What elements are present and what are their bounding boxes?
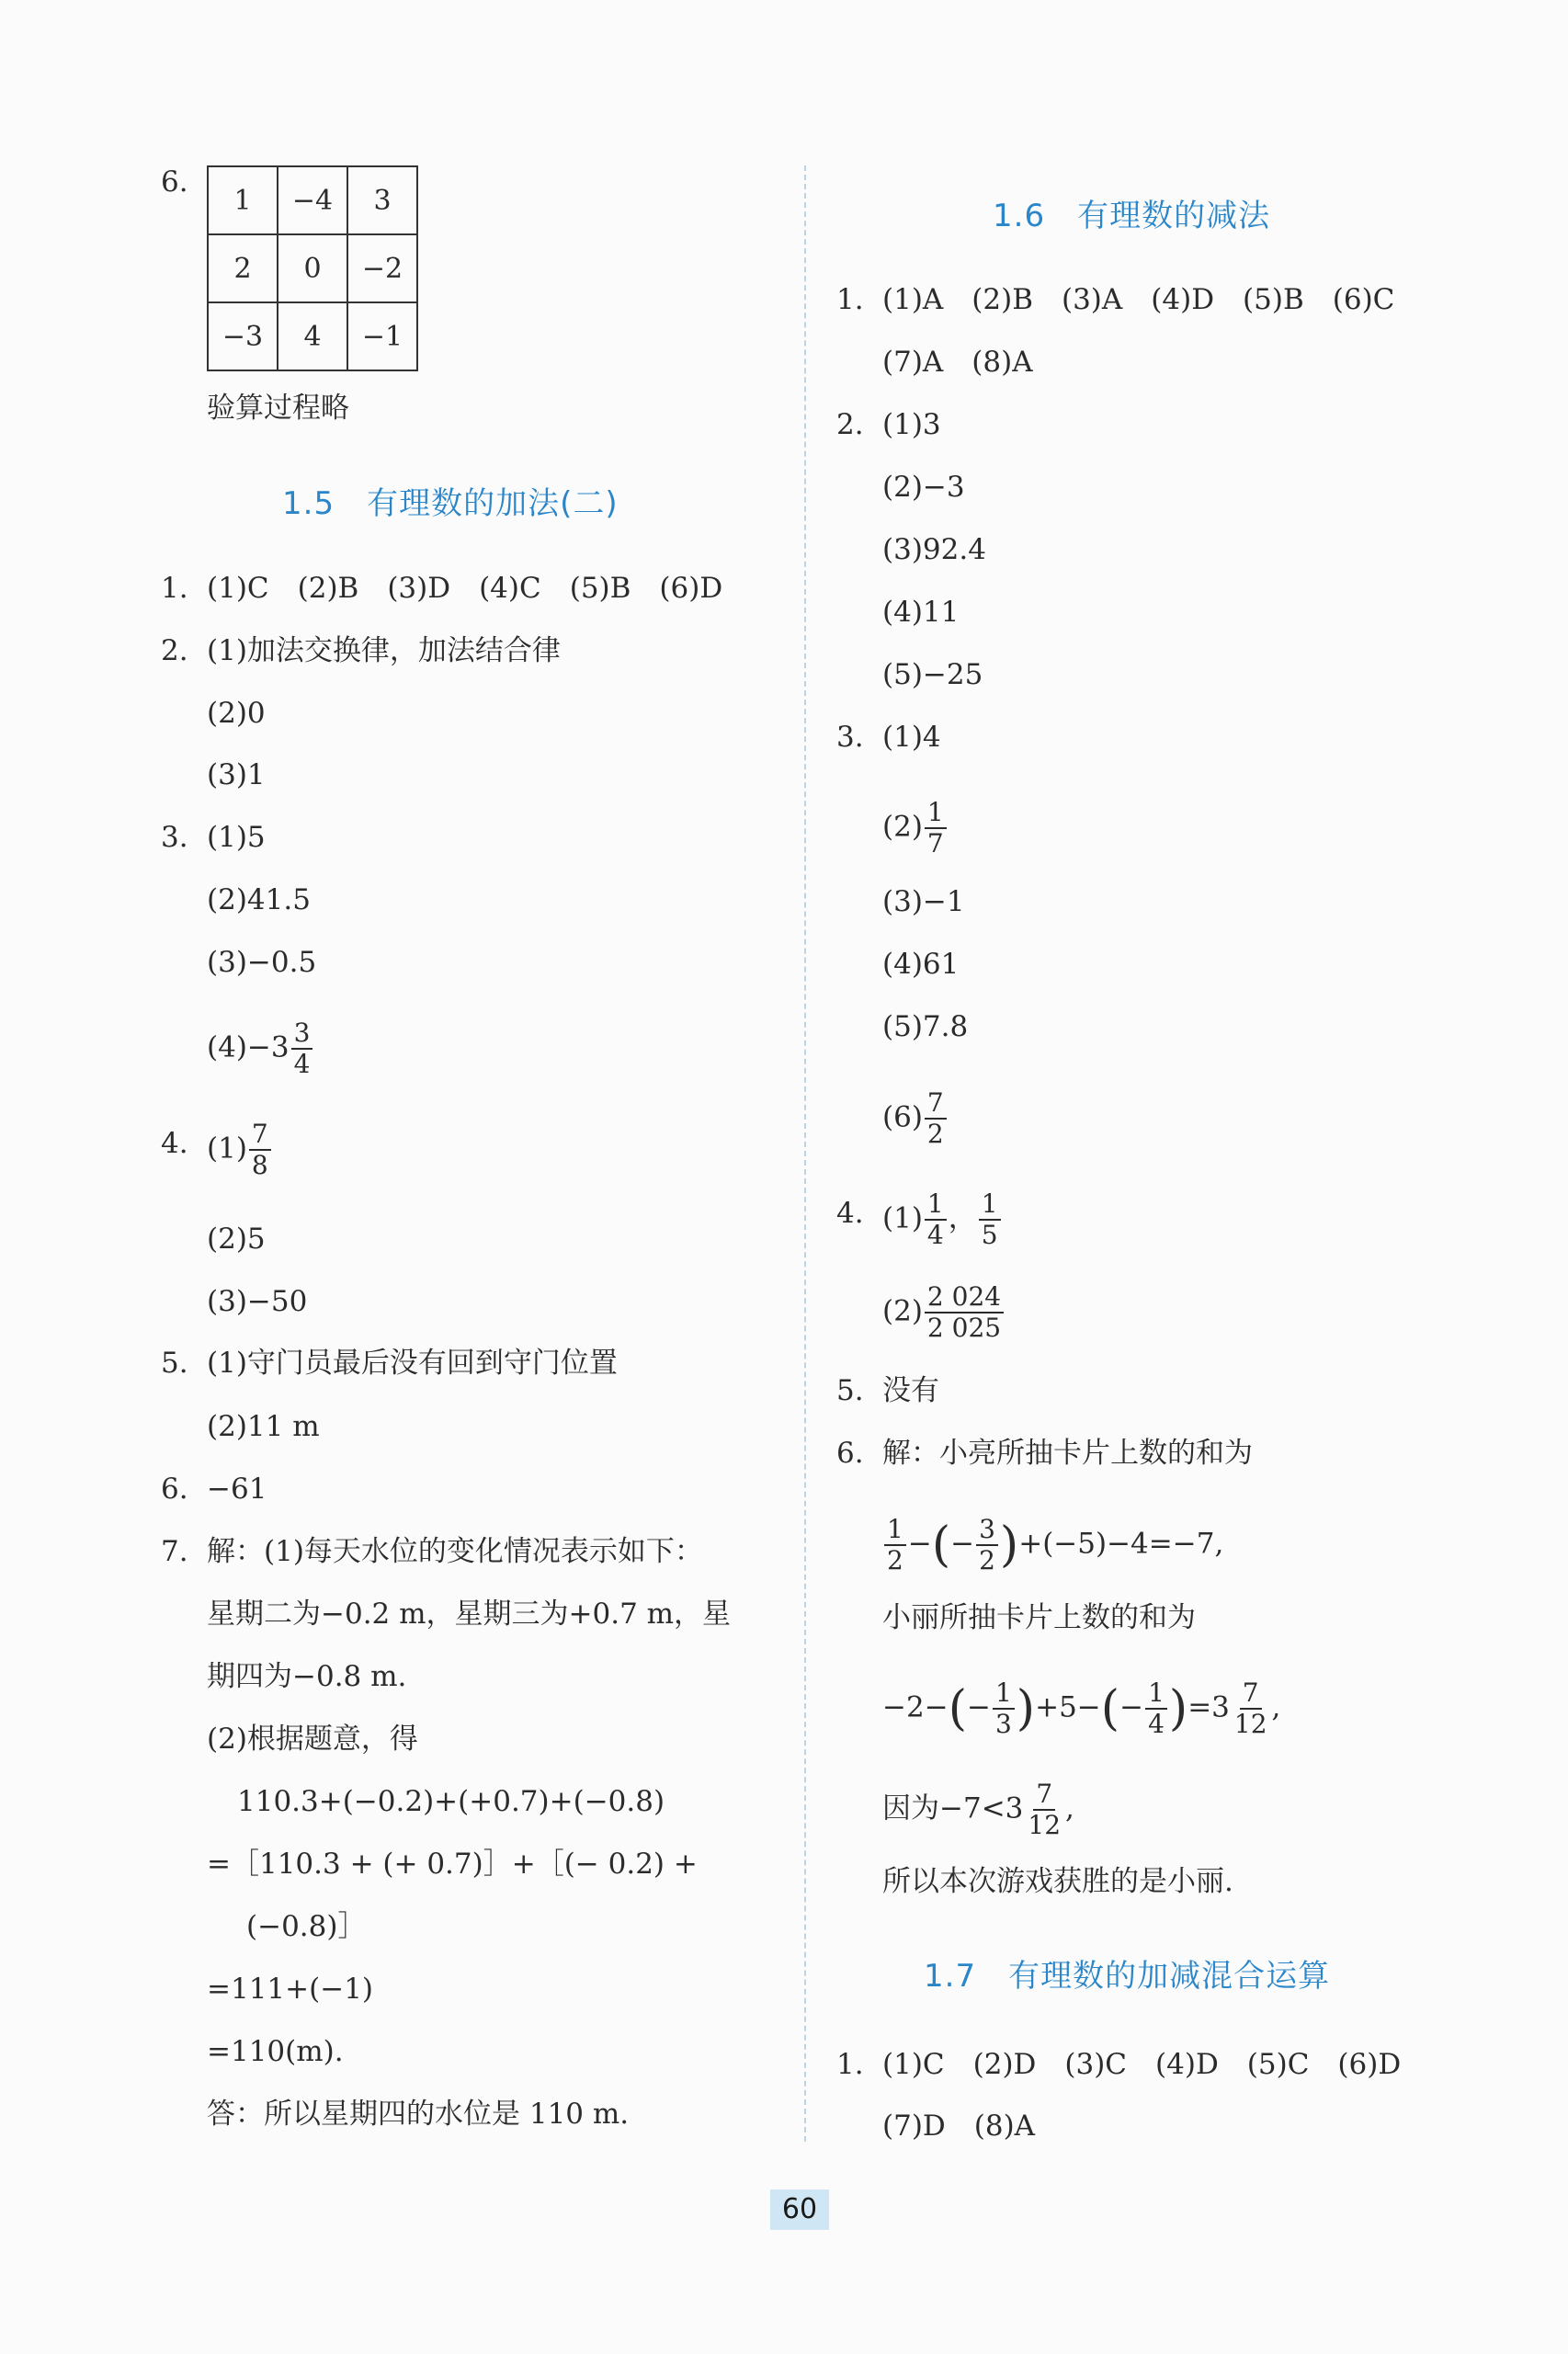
r-q1b-line-2: (7)D (8)A [882, 2110, 1036, 2143]
r-q2-line-5: (5)−25 [882, 658, 983, 691]
r-q6-number: 6. [836, 1437, 864, 1470]
q2-number: 2. [161, 634, 188, 667]
q3-answer-4-prefix: (4)−3 [207, 1030, 290, 1064]
r-q3-line-1: (1)4 [882, 721, 941, 754]
r-q1b-line-1: (1)C (2)D (3)C (4)D (5)C (6)D [882, 2048, 1402, 2081]
fraction [249, 1120, 271, 1180]
q7-line-6: =［110.3 + (+ 0.7)］+［(− 0.2) + [207, 1848, 698, 1881]
r-q3-number: 3. [836, 721, 864, 754]
q3-answer-2: (2)41.5 [207, 883, 311, 916]
paren: ) [999, 1518, 1019, 1573]
r-q3-line-6 [882, 1088, 949, 1149]
q2-answer-1: (1)加法交换律，加法结合律 [207, 634, 561, 667]
magic-cell: −3 [208, 302, 278, 370]
fraction [993, 1678, 1015, 1739]
q7-line-3: 期四为−0.8 m. [207, 1660, 407, 1693]
verify-note: 验算过程略 [207, 392, 349, 425]
q3-number: 3. [161, 821, 188, 854]
numerator: 7 [249, 1120, 271, 1151]
magic-cell: 0 [278, 234, 347, 302]
operator: +5− [1035, 1690, 1101, 1724]
magic-cell: 4 [278, 302, 347, 370]
r-q3-line-5: (5)7.8 [882, 1010, 969, 1043]
fraction [925, 798, 947, 859]
operator: − [907, 1527, 932, 1561]
magic-cell: −2 [347, 234, 417, 302]
q2-answer-2: (2)0 [207, 697, 266, 730]
r-q2-line-1: (1)3 [882, 408, 941, 441]
r-q3-line-4: (4)61 [882, 948, 960, 981]
r-q2-line-3: (3)92.4 [882, 533, 986, 566]
paren: ( [948, 1681, 967, 1736]
denominator: 12 [1028, 1810, 1062, 1840]
column-divider [804, 165, 806, 2142]
magic-square-table [207, 165, 418, 371]
denominator: 4 [1148, 1709, 1165, 1739]
q5-number: 5. [161, 1347, 188, 1380]
denominator: 2 [887, 1545, 903, 1575]
r-q6-expression-3 [882, 1780, 1074, 1840]
prefix: (2) [882, 810, 923, 844]
q7-line-9: =110(m). [207, 2035, 344, 2068]
magic-cell: 1 [208, 166, 278, 234]
q2-answer-3: (3)1 [207, 758, 266, 791]
expression-start: −2− [882, 1690, 949, 1724]
fraction [1145, 1678, 1167, 1739]
q4-answer-1 [207, 1120, 273, 1180]
section-heading-1-7: 1.7 有理数的加减混合运算 [924, 1958, 1331, 1995]
denominator: 2 025 [926, 1313, 1002, 1343]
question-6-number: 6. [161, 165, 188, 199]
q3-answer-3: (3)−0.5 [207, 946, 317, 979]
numerator: 1 [925, 1189, 947, 1221]
r-q4-line-2 [882, 1282, 1006, 1343]
q4-answer-1-prefix: (1) [207, 1132, 247, 1166]
r-q6-line-3: 小丽所抽卡片上数的和为 [882, 1601, 1196, 1634]
fraction [925, 1282, 1004, 1343]
r-q2-number: 2. [836, 408, 864, 441]
r-q6-expression-2 [882, 1678, 1280, 1739]
numerator: 7 [1033, 1780, 1055, 1811]
expression-start: 因为−7<3 [882, 1791, 1024, 1825]
fraction [291, 1018, 313, 1079]
q6b-answer: −61 [207, 1473, 267, 1506]
numerator: 1 [993, 1678, 1015, 1710]
paren: ( [1100, 1681, 1120, 1736]
q4-answer-3: (3)−50 [207, 1285, 308, 1318]
r-q1-number: 1. [836, 283, 864, 316]
denominator: 5 [981, 1220, 998, 1250]
r-q6-line-1: 解：小亮所抽卡片上数的和为 [882, 1437, 1253, 1470]
q4-answer-2: (2)5 [207, 1222, 266, 1256]
numerator: 7 [1240, 1678, 1262, 1710]
separator: ， [948, 1201, 977, 1235]
r-q4-number: 4. [836, 1197, 864, 1230]
q7-line-10: 答：所以星期四的水位是 110 m. [207, 2098, 630, 2131]
q1-answers: (1)C (2)B (3)D (4)C (5)B (6)D [207, 572, 723, 605]
page-number: 60 [770, 2189, 829, 2230]
numerator: 7 [925, 1088, 947, 1120]
section-heading-1-5: 1.5 有理数的加法(二) [282, 485, 619, 522]
denominator: 4 [293, 1049, 311, 1079]
denominator: 8 [251, 1150, 268, 1180]
paren: ) [1168, 1681, 1188, 1736]
r-q1b-number: 1. [836, 2048, 864, 2081]
numerator: 1 [1145, 1678, 1167, 1710]
q5-answer-1: (1)守门员最后没有回到守门位置 [207, 1347, 618, 1380]
numerator: 2 024 [925, 1282, 1004, 1313]
operator: − [966, 1690, 991, 1724]
q7-line-2: 星期二为−0.2 m，星期三为+0.7 m，星 [207, 1598, 732, 1631]
q7-line-5: 110.3+(−0.2)+(+0.7)+(−0.8) [237, 1785, 665, 1818]
r-q1-line-1: (1)A (2)B (3)A (4)D (5)B (6)C [882, 283, 1395, 316]
prefix: (1) [882, 1201, 923, 1235]
q5-answer-2: (2)11 m [207, 1410, 320, 1443]
expression-rest: +(−5)−4=−7, [1018, 1527, 1224, 1561]
q7-line-8: =111+(−1) [207, 1973, 374, 2006]
q6b-number: 6. [161, 1473, 188, 1506]
punctuation: , [1065, 1791, 1074, 1825]
r-q1-line-2: (7)A (8)A [882, 346, 1033, 379]
fraction [884, 1515, 906, 1575]
magic-cell: −1 [347, 302, 417, 370]
numerator: 1 [925, 798, 947, 829]
r-q6-line-6: 所以本次游戏获胜的是小丽. [882, 1865, 1233, 1898]
r-q3-line-3: (3)−1 [882, 885, 965, 918]
q1-number: 1. [161, 572, 188, 605]
magic-cell: 2 [208, 234, 278, 302]
section-heading-1-6: 1.6 有理数的减法 [993, 198, 1271, 234]
punctuation: , [1271, 1690, 1281, 1724]
operator: − [1119, 1690, 1144, 1724]
prefix: (6) [882, 1100, 923, 1134]
q4-number: 4. [161, 1127, 188, 1160]
r-q5-number: 5. [836, 1374, 864, 1407]
denominator: 2 [926, 1119, 944, 1149]
r-q5-answer: 没有 [882, 1374, 939, 1407]
fraction [979, 1189, 1001, 1250]
operator: − [950, 1527, 975, 1561]
paren: ( [931, 1518, 951, 1573]
magic-cell: 3 [347, 166, 417, 234]
numerator: 1 [884, 1515, 906, 1546]
denominator: 12 [1233, 1709, 1267, 1739]
q3-answer-1: (1)5 [207, 821, 266, 854]
denominator: 4 [926, 1220, 944, 1250]
numerator: 3 [291, 1018, 313, 1050]
denominator: 7 [926, 828, 944, 859]
fraction [1232, 1678, 1270, 1739]
q7-line-1: 解：(1)每天水位的变化情况表示如下： [207, 1535, 703, 1568]
operator: =3 [1187, 1690, 1230, 1724]
fraction [1025, 1780, 1063, 1840]
q7-line-4: (2)根据题意，得 [207, 1723, 418, 1756]
q7-line-7: (−0.8)］ [246, 1910, 367, 1943]
numerator: 1 [979, 1189, 1001, 1221]
magic-cell: −4 [278, 166, 347, 234]
numerator: 3 [976, 1515, 998, 1546]
q3-answer-4 [207, 1018, 314, 1079]
fraction [925, 1189, 947, 1250]
prefix: (2) [882, 1294, 923, 1328]
r-q3-line-2 [882, 798, 949, 859]
fraction [976, 1515, 998, 1575]
denominator: 2 [979, 1545, 995, 1575]
fraction [925, 1088, 947, 1149]
r-q6-expression-1 [882, 1515, 1223, 1575]
denominator: 3 [994, 1709, 1012, 1739]
q7-number: 7. [161, 1535, 188, 1568]
r-q2-line-4: (4)11 [882, 596, 960, 629]
paren: ) [1016, 1681, 1036, 1736]
r-q4-line-1 [882, 1189, 1003, 1250]
r-q2-line-2: (2)−3 [882, 471, 965, 504]
